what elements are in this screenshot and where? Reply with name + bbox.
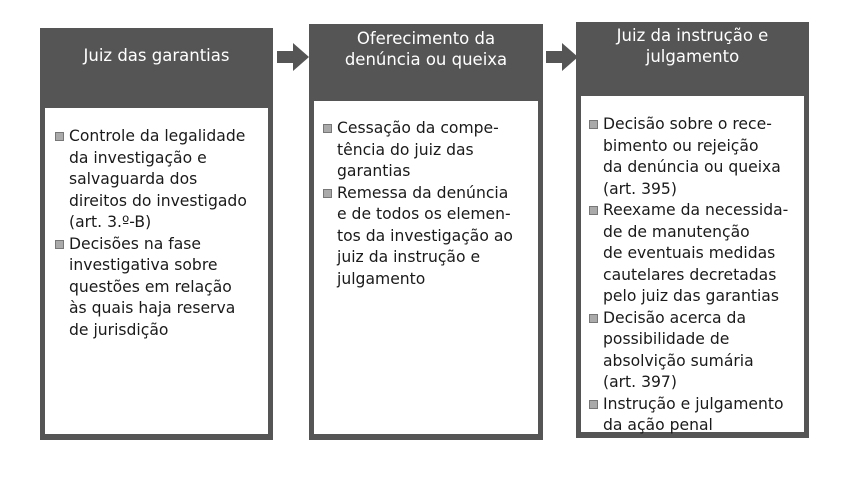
box-content <box>314 101 538 434</box>
list-item-text: Decisão sobre o rece- bimento ou rejeição da denúncia ou queixa (art. 395) <box>603 115 781 198</box>
list-item <box>323 183 534 291</box>
list-item <box>55 234 264 342</box>
square-bullet-icon <box>55 132 64 141</box>
square-bullet-icon <box>589 120 598 129</box>
box-title: Oferecimento da denúncia ou queixa <box>344 29 508 69</box>
list-item-text: Controle da legalidade da investigação e salvaguarda dos direitos do investigado (art. 3.º-B) <box>69 127 247 231</box>
box-content <box>45 108 268 434</box>
list-item-text: Reexame da necessida- de de manutenção de eventuais medidas cautelares decretadas pelo juiz das garantias <box>603 201 789 305</box>
box-title: Juiz da instrução e julgamento <box>616 26 769 66</box>
list-item-text: Decisão acerca da possibilidade de absolvição sumária (art. 397) <box>603 308 754 391</box>
list-item <box>55 126 264 234</box>
list-item <box>589 114 802 200</box>
list-item <box>589 200 802 308</box>
square-bullet-icon <box>589 314 598 323</box>
list-item-text: Decisões na fase investigativa sobre questões em relação às quais haja reserva de jurisdição <box>69 234 236 339</box>
box-oferecimento-denuncia <box>309 24 543 440</box>
square-bullet-icon <box>589 400 598 409</box>
square-bullet-icon <box>589 206 598 215</box>
list-item <box>323 118 534 183</box>
list-item-text: Cessação da compe- tência do juiz das garantias <box>337 119 499 180</box>
square-bullet-icon <box>323 124 332 133</box>
arrow-right-icon <box>277 43 309 71</box>
arrow-right-icon <box>546 43 578 71</box>
list-item <box>589 308 802 394</box>
list-item <box>589 394 802 437</box>
box-juiz-das-garantias <box>40 28 273 440</box>
list-item-text: Instrução e julgamento da ação penal <box>603 394 784 434</box>
square-bullet-icon <box>55 240 64 249</box>
box-title: Juiz das garantias <box>83 46 230 65</box>
list-item-text: Remessa da denúncia e de todos os elemen- tos da investigação ao juiz da instrução e julgamento <box>337 183 513 288</box>
box-juiz-instrucao-julgamento <box>576 22 809 438</box>
square-bullet-icon <box>323 189 332 198</box>
box-content <box>581 96 804 432</box>
